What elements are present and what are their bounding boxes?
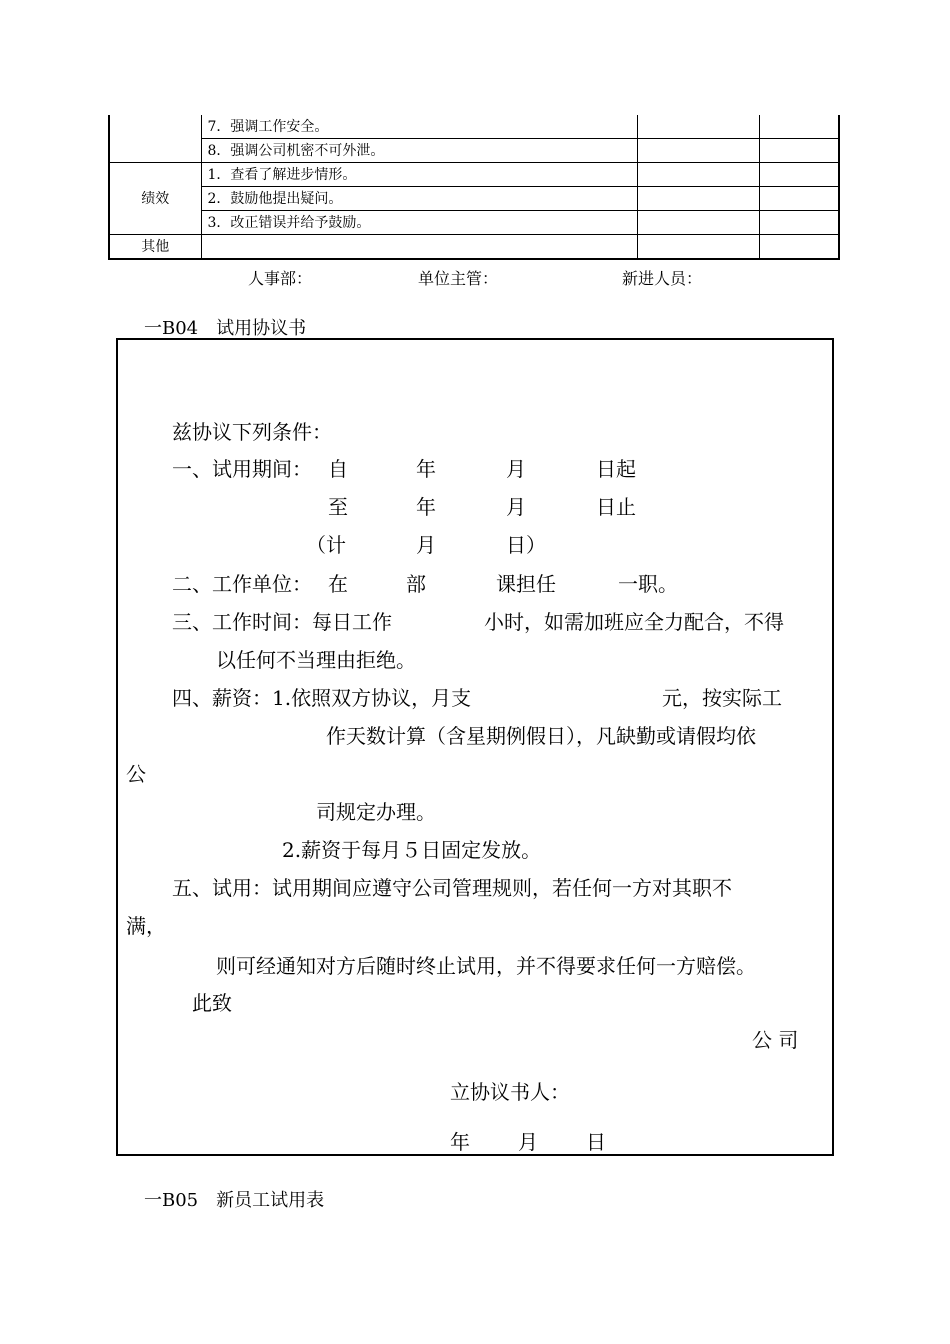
date-day: 日 xyxy=(586,1130,606,1154)
date-year: 年 xyxy=(450,1130,470,1154)
pay-item-2: 2.薪资于每月５日固定发放。 xyxy=(282,838,542,862)
trial-wrap: 满， xyxy=(126,914,166,938)
period-from: 自 xyxy=(328,457,348,481)
period-to: 至 xyxy=(328,495,348,519)
blank-cell xyxy=(637,235,759,260)
closing-text: 此致 xyxy=(192,991,232,1015)
table-row xyxy=(109,211,839,235)
item-cell: 8．强调公司机密不可外泄。 xyxy=(201,139,637,163)
agreement-intro: 兹协议下列条件： xyxy=(172,420,332,444)
period-count-close: 日） xyxy=(506,533,546,557)
new-hire-signature-label: 新进人员： xyxy=(622,269,703,288)
section-title-b04: 一B04 试用协议书 xyxy=(144,318,307,339)
hours-label: 三、工作时间：每日工作 xyxy=(172,610,392,634)
checklist-table xyxy=(108,115,840,260)
blank-cell xyxy=(637,187,759,211)
company-text: 公 司 xyxy=(752,1028,799,1052)
blank-cell xyxy=(637,211,759,235)
blank-cell xyxy=(637,139,759,163)
period-end-month: 月 xyxy=(506,495,526,519)
period-start-day: 日起 xyxy=(596,457,636,481)
unit-dept: 部 xyxy=(406,572,426,596)
table-row xyxy=(109,163,839,187)
pay-wrap: 公 xyxy=(126,762,146,786)
pay-label: 四、薪资：1.依照双方协议，月支 xyxy=(172,686,472,710)
item-cell: 3．改正错误并给予鼓励。 xyxy=(201,211,637,235)
category-cell xyxy=(109,115,201,163)
unit-section: 课担任 xyxy=(496,572,556,596)
period-count-open: （计 xyxy=(306,533,346,557)
period-count-month: 月 xyxy=(416,533,436,557)
blank-cell xyxy=(759,211,839,235)
date-month: 月 xyxy=(518,1130,538,1154)
table-row xyxy=(109,139,839,163)
unit-label: 二、工作单位： xyxy=(172,572,312,596)
blank-cell xyxy=(759,235,839,260)
blank-cell xyxy=(637,163,759,187)
blank-cell xyxy=(759,187,839,211)
item-cell: 7．强调工作安全。 xyxy=(201,115,637,139)
period-label: 一、试用期间： xyxy=(172,457,312,481)
period-start-year: 年 xyxy=(416,457,436,481)
item-cell: 1．查看了解进步情形。 xyxy=(201,163,637,187)
blank-cell xyxy=(759,115,839,139)
unit-at: 在 xyxy=(328,572,348,596)
category-cell: 绩效 xyxy=(109,163,201,235)
hours-rest: 小时，如需加班应全力配合，不得 xyxy=(484,610,784,634)
blank-cell xyxy=(759,163,839,187)
table-row xyxy=(109,187,839,211)
pay-unit: 元，按实际工 xyxy=(662,686,782,710)
table-row xyxy=(109,115,839,139)
period-end-day: 日止 xyxy=(596,495,636,519)
trial-continuation: 则可经通知对方后随时终止试用，并不得要求任何一方赔偿。 xyxy=(216,954,756,978)
trial-label: 五、试用：试用期间应遵守公司管理规则，若任何一方对其职不 xyxy=(172,876,732,900)
blank-cell xyxy=(637,115,759,139)
category-cell: 其他 xyxy=(109,235,201,260)
signer-label: 立协议书人： xyxy=(450,1080,570,1104)
blank-cell xyxy=(759,139,839,163)
supervisor-signature-label: 单位主管： xyxy=(418,269,499,288)
table-row xyxy=(109,235,839,260)
pay-continuation-2: 司规定办理。 xyxy=(316,800,436,824)
hr-signature-label: 人事部： xyxy=(248,269,313,288)
section-title-b05: 一B05 新员工试用表 xyxy=(144,1190,325,1211)
item-cell xyxy=(201,235,637,260)
unit-post: 一职。 xyxy=(618,572,678,596)
pay-continuation: 作天数计算（含星期例假日），凡缺勤或请假均依 xyxy=(326,724,756,748)
period-start-month: 月 xyxy=(506,457,526,481)
hours-continuation: 以任何不当理由拒绝。 xyxy=(216,648,416,672)
item-cell: 2．鼓励他提出疑问。 xyxy=(201,187,637,211)
period-end-year: 年 xyxy=(416,495,436,519)
